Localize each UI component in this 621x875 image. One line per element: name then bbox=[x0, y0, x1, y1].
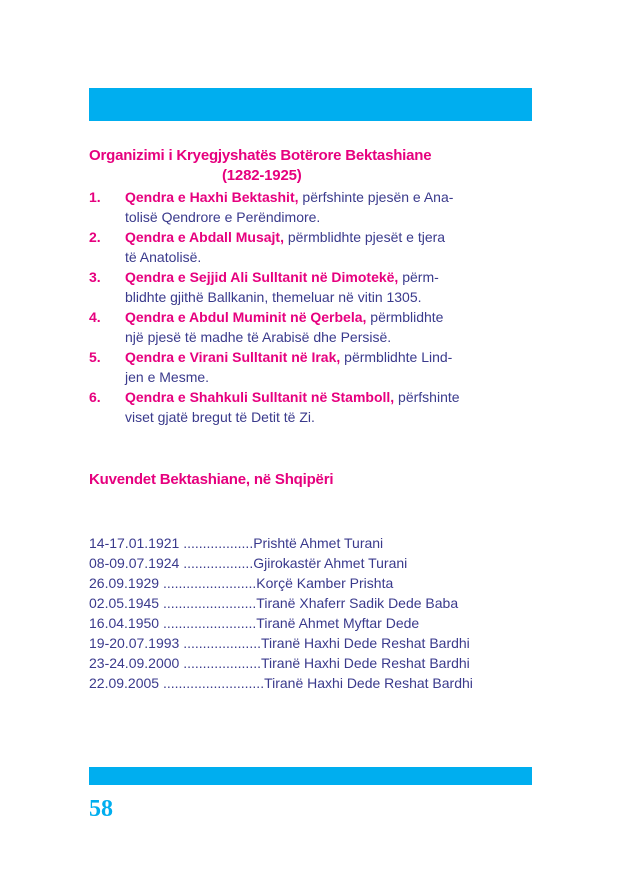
page-number: 58 bbox=[89, 796, 113, 822]
list-item-head: Qendra e Shahkuli Sulltanit në Stamboll, bbox=[125, 389, 395, 405]
bottom-decorative-bar bbox=[89, 767, 532, 785]
list-item-number: 6. bbox=[89, 389, 101, 405]
record-row: 02.05.1945 ........................Tiranë Xhaferr Sadik Dede Baba bbox=[89, 595, 459, 611]
list-item bbox=[89, 307, 529, 347]
top-decorative-bar bbox=[89, 88, 532, 121]
list-item bbox=[89, 267, 529, 307]
record-row: 08-09.07.1924 ..................Gjirokastër Ahmet Turani bbox=[89, 555, 408, 571]
list-item-text-cont: tolisë Qendrore e Perëndimore. bbox=[125, 209, 321, 225]
list-item-head: Qendra e Haxhi Bektashit, bbox=[125, 189, 299, 205]
list-item bbox=[89, 227, 529, 267]
list-item bbox=[89, 187, 529, 227]
list-item-text: përm- bbox=[398, 269, 439, 285]
section2-title: Kuvendet Bektashiane, në Shqipëri bbox=[89, 471, 334, 488]
list-item-head: Qendra e Abdall Musajt, bbox=[125, 229, 284, 245]
list-item bbox=[89, 387, 529, 427]
list-item-text-cont: një pjesë të madhe të Arabisë dhe Persisë. bbox=[125, 329, 392, 345]
list-item-text: përmblidhte pjesët e tjera bbox=[283, 229, 446, 245]
list-item-number: 2. bbox=[89, 229, 101, 245]
list-item-head: Qendra e Abdul Muminit në Qerbela, bbox=[125, 309, 367, 325]
list-item-number: 5. bbox=[89, 349, 101, 365]
list-item-text-cont: të Anatolisë. bbox=[125, 249, 202, 265]
section1-years: (1282-1925) bbox=[222, 167, 302, 184]
list-item-text: përmblidhte bbox=[366, 309, 444, 325]
record-row: 16.04.1950 ........................Tiranë Ahmet Myftar Dede bbox=[89, 615, 420, 631]
list-item-head: Qendra e Sejjid Ali Sulltanit në Dimotekë, bbox=[125, 269, 399, 285]
section1-title: Organizimi i Kryegjyshatës Botërore Bektashiane bbox=[89, 147, 432, 164]
list-item bbox=[89, 347, 529, 387]
list-item-text-cont: blidhte gjithë Ballkanin, themeluar në vitin 1305. bbox=[125, 289, 422, 305]
list-item-text: përfshinte bbox=[394, 389, 460, 405]
record-row: 22.09.2005 ..........................Tiranë Haxhi Dede Reshat Bardhi bbox=[89, 675, 473, 691]
list-item-text-cont: jen e Mesme. bbox=[125, 369, 210, 385]
list-item-head: Qendra e Virani Sulltanit në Irak, bbox=[125, 349, 341, 365]
record-row: 14-17.01.1921 ..................Prishtë Ahmet Turani bbox=[89, 535, 384, 551]
list-item-number: 3. bbox=[89, 269, 101, 285]
record-row: 26.09.1929 ........................Korçë Kamber Prishta bbox=[89, 575, 394, 591]
centers-list bbox=[89, 187, 529, 427]
list-item-number: 4. bbox=[89, 309, 101, 325]
list-item-text: përmblidhte Lind- bbox=[340, 349, 453, 365]
list-item-text: përfshinte pjesën e Ana- bbox=[298, 189, 454, 205]
list-item-text-cont: viset gjatë bregut të Detit të Zi. bbox=[125, 409, 315, 425]
list-item-number: 1. bbox=[89, 189, 101, 205]
congress-records bbox=[89, 533, 539, 693]
record-row: 23-24.09.2000 ....................Tiranë Haxhi Dede Reshat Bardhi bbox=[89, 655, 470, 671]
record-row: 19-20.07.1993 ....................Tiranë Haxhi Dede Reshat Bardhi bbox=[89, 635, 470, 651]
